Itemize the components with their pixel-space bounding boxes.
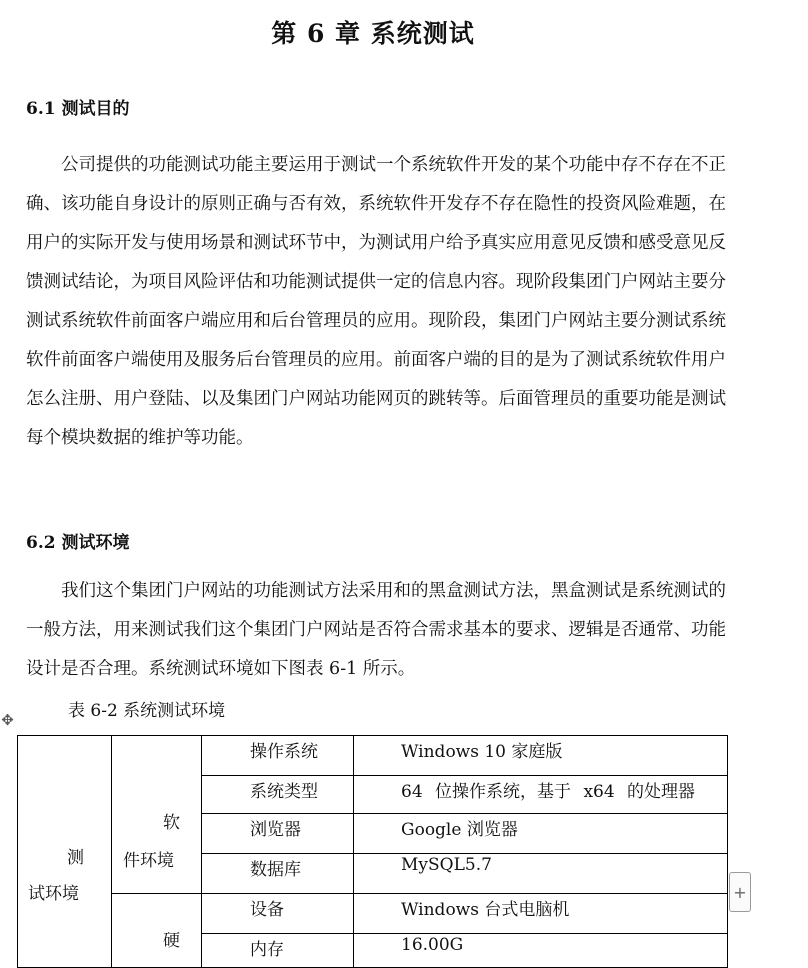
table-caption: 表 6-2 系统测试环境 bbox=[68, 701, 226, 721]
row-value: Windows 10 家庭版 bbox=[354, 736, 728, 776]
add-row-icon[interactable]: + bbox=[729, 872, 751, 912]
row-value: 64 位操作系统，基于 x64 的处理器 bbox=[354, 776, 728, 814]
move-table-icon[interactable]: ✥ bbox=[1, 711, 14, 729]
chapter-title: 第 6 章 系统测试 bbox=[271, 19, 475, 48]
row-label: 设备 bbox=[202, 894, 354, 934]
row-value: MySQL5.7 bbox=[354, 854, 728, 894]
section-6-2-paragraph: 我们这个集团门户网站的功能测试方法采用和的黑盒测试方法，黑盒测试是系统测试的一般方法，用来测试我们这个集团门户网站是否符合需求基本的要求、逻辑是否通常、功能设计是否合理。系统测试环境如下图表 6-1 所示。 bbox=[26, 581, 726, 679]
category-cell bbox=[18, 736, 112, 968]
row-label: 数据库 bbox=[202, 854, 354, 894]
section-heading-6-2: 6.2 测试环境 bbox=[26, 533, 130, 553]
software-env-cell bbox=[112, 736, 202, 894]
row-label: 系统类型 bbox=[202, 776, 354, 814]
section-6-1-paragraph: 公司提供的功能测试功能主要运用于测试一个系统软件开发的某个功能中存不存在不正确、该功能自身设计的原则正确与否有效，系统软件开发存不存在隐性的投资风险难题，在用户的实际开发与使用场景和测试环节中，为测试用户给予真实应用意见反馈和感受意见反馈测试结论，为项目风险评估和功能测试提供一定的信息内容。现阶段集团门户网站主要分测试系统软件前面客户端应用和后台管理员的应用。现阶段，集团门户网站主要分测试系统软件前面客户端使用及服务后台管理员的应用。前面客户端的目的是为了测试系统软件用户怎么注册、用户登陆、以及集团门户网站功能网页的跳转等。后面管理员的重要功能是测试每个模块数据的维护等功能。 bbox=[26, 155, 726, 448]
row-label: 浏览器 bbox=[202, 814, 354, 854]
section-heading-6-1: 6.1 测试目的 bbox=[26, 99, 130, 119]
row-value: Windows 台式电脑机 bbox=[354, 894, 728, 934]
row-value: Google 浏览器 bbox=[354, 814, 728, 854]
category-label-bottom: 试环境 bbox=[28, 884, 79, 904]
test-environment-table bbox=[17, 735, 728, 968]
software-label-bottom: 件环境 bbox=[123, 851, 174, 871]
row-value: 16.00G bbox=[354, 934, 728, 968]
hardware-env-cell bbox=[112, 894, 202, 968]
software-label-top: 软 bbox=[163, 813, 180, 833]
row-label: 内存 bbox=[202, 934, 354, 968]
row-label: 操作系统 bbox=[202, 736, 354, 776]
hardware-label-top: 硬 bbox=[163, 931, 180, 951]
table-row bbox=[18, 736, 728, 776]
table-row bbox=[18, 894, 728, 934]
category-label-top: 测 bbox=[67, 848, 84, 868]
